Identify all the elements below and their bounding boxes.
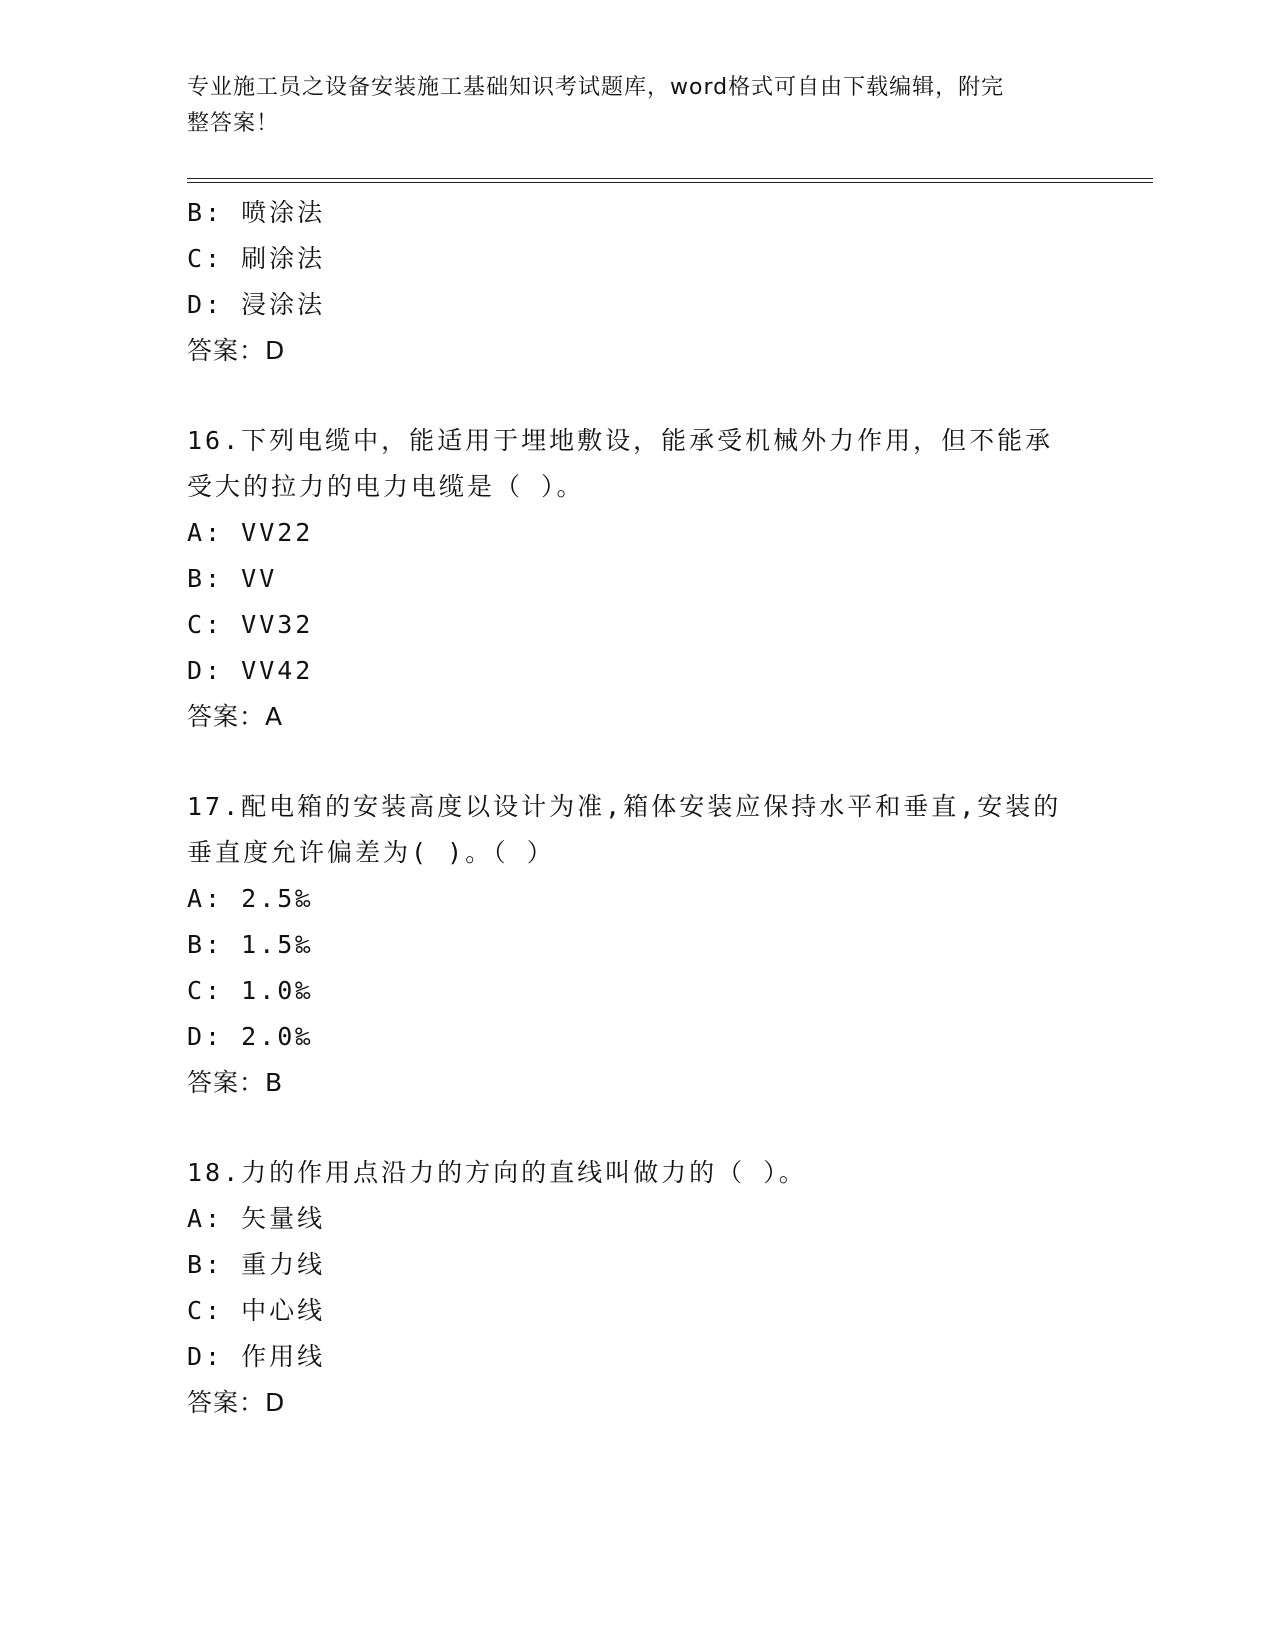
question-text-line-1: 16.下列电缆中，能适用于埋地敷设，能承受机械外力作用，但不能承 <box>187 426 1054 455</box>
option-d: D: 作用线 <box>187 1342 326 1371</box>
option-b: B: VV <box>187 564 278 593</box>
header-divider <box>187 178 1153 183</box>
option-b: B: 1.5‰ <box>187 930 314 959</box>
option-a: A: VV22 <box>187 518 314 547</box>
header-line-2: 整答案！ <box>187 111 280 136</box>
option-d: D: 2.0‰ <box>187 1022 314 1051</box>
header-line-1: 专业施工员之设备安装施工基础知识考试题库，word格式可自由下载编辑，附完 <box>187 75 1005 100</box>
spacer <box>187 1106 1087 1150</box>
option-c: C: 1.0‰ <box>187 976 314 1005</box>
question-text-line-2: 受大的拉力的电力电缆是（ ）。 <box>187 472 585 501</box>
answer: 答案：D <box>187 336 286 365</box>
option-c: C: 刷涂法 <box>187 244 326 273</box>
question-16 <box>187 418 1087 740</box>
document-header <box>187 70 1067 142</box>
answer: 答案：D <box>187 1388 286 1417</box>
option-d: D: VV42 <box>187 656 314 685</box>
question-text-line-2: 垂直度允许偏差为( )。（ ） <box>187 838 555 867</box>
previous-question-tail <box>187 190 1087 374</box>
question-list <box>187 190 1087 1426</box>
answer: 答案：B <box>187 1068 284 1097</box>
answer: 答案：A <box>187 702 284 731</box>
option-c: C: VV32 <box>187 610 314 639</box>
question-17 <box>187 784 1087 1106</box>
question-18 <box>187 1150 1087 1426</box>
spacer <box>187 740 1087 784</box>
spacer <box>187 374 1087 418</box>
option-d: D: 浸涂法 <box>187 290 326 319</box>
option-a: A: 矢量线 <box>187 1204 326 1233</box>
option-a: A: 2.5‰ <box>187 884 314 913</box>
question-text-line-1: 18.力的作用点沿力的方向的直线叫做力的（ ）。 <box>187 1158 807 1187</box>
option-c: C: 中心线 <box>187 1296 326 1325</box>
option-b: B: 喷涂法 <box>187 198 326 227</box>
question-text-line-1: 17.配电箱的安装高度以设计为准,箱体安装应保持水平和垂直,安装的 <box>187 792 1062 821</box>
option-b: B: 重力线 <box>187 1250 326 1279</box>
